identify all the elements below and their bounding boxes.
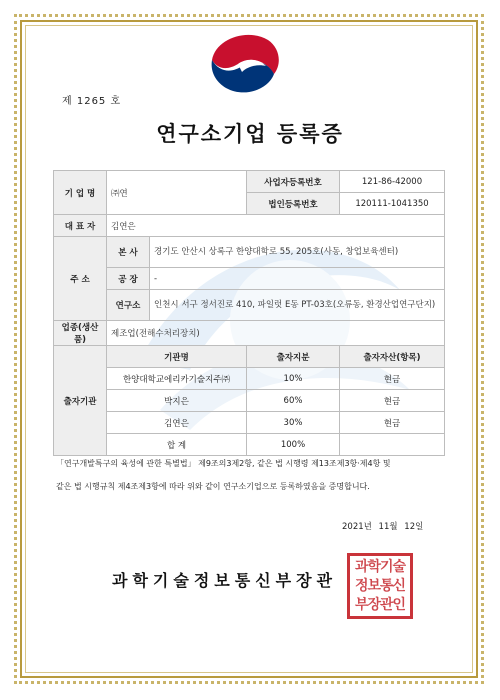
investor-header-share: 출자지분 [247,346,340,368]
certificate-title: 연구소기업 등록증 [156,122,344,146]
investor-name: 박지은 [107,390,247,412]
investor-share: 30% [247,412,340,434]
investor-row [54,412,445,434]
issue-month: 11월 [378,522,398,532]
issue-date [342,520,423,532]
investor-name: 한양대학교에리카기술지주㈜ [107,368,247,390]
lab-address: 인천시 서구 정서진로 410, 파일럿 E동 PT-03호(오류동, 환경산업연구단지) [150,290,445,321]
company-name-label: 기 업 명 [54,171,107,215]
address-lab-row [54,290,445,321]
statement-line-2: 같은 법 시행규칙 제4조제3항에 따라 위와 같이 연구소기업으로 등록하였음을 증명합니다. [56,482,370,491]
head-office-label: 본 사 [107,237,150,268]
investor-asset: 현금 [340,390,445,412]
address-label: 주 소 [54,237,107,321]
biz-reg-label: 사업자등록번호 [247,171,340,193]
official-seal-stamp [347,553,413,619]
investors-label: 출자기관 [54,346,107,456]
certificate-number: 제 1265 호 [62,96,122,107]
head-office-address: 경기도 안산시 상록구 한양대학로 55, 205호(사동, 창업보육센터) [150,237,445,268]
factory-address: - [150,268,445,290]
investor-asset: 현금 [340,412,445,434]
address-head-office-row [54,237,445,268]
company-name: ㈜연 [107,171,247,215]
korea-emblem-icon [208,30,284,96]
investor-header-name: 기관명 [107,346,247,368]
corp-reg-number: 120111-1041350 [340,193,445,215]
certification-statement [56,452,448,498]
corp-reg-label: 법인등록번호 [247,193,340,215]
issuer-name: 과학기술정보통신부장관 [112,571,338,590]
business-label: 업종(생산품) [54,321,107,346]
issue-year: 2021년 [342,522,372,532]
investor-row [54,368,445,390]
statement-line-1: 「연구개발특구의 육성에 관한 특별법」 제9조의3제2항, 같은 법 시행령 제13조제3항·제4항 및 [56,459,391,468]
investor-header-row [54,346,445,368]
investor-header-asset: 출자자산(항목) [340,346,445,368]
investor-total-label: 합 계 [107,434,247,456]
investor-share: 60% [247,390,340,412]
investor-total-value: 100% [247,434,340,456]
biz-reg-number: 121-86-42000 [340,171,445,193]
seal-text: 과학기술 정보통신 부장관인 [354,559,406,613]
lab-label: 연구소 [107,290,150,321]
investor-share: 10% [247,368,340,390]
ceo-label: 대 표 자 [54,215,107,237]
business-value: 제조업(전해수처리장치) [107,321,445,346]
investor-row [54,390,445,412]
investor-asset: 현금 [340,368,445,390]
certificate-table [53,170,445,456]
company-name-row [54,171,445,193]
ceo-name: 김연은 [107,215,445,237]
investor-name: 김연은 [107,412,247,434]
issue-day: 12일 [404,522,424,532]
ceo-row [54,215,445,237]
factory-label: 공 장 [107,268,150,290]
business-row [54,321,445,346]
address-factory-row [54,268,445,290]
